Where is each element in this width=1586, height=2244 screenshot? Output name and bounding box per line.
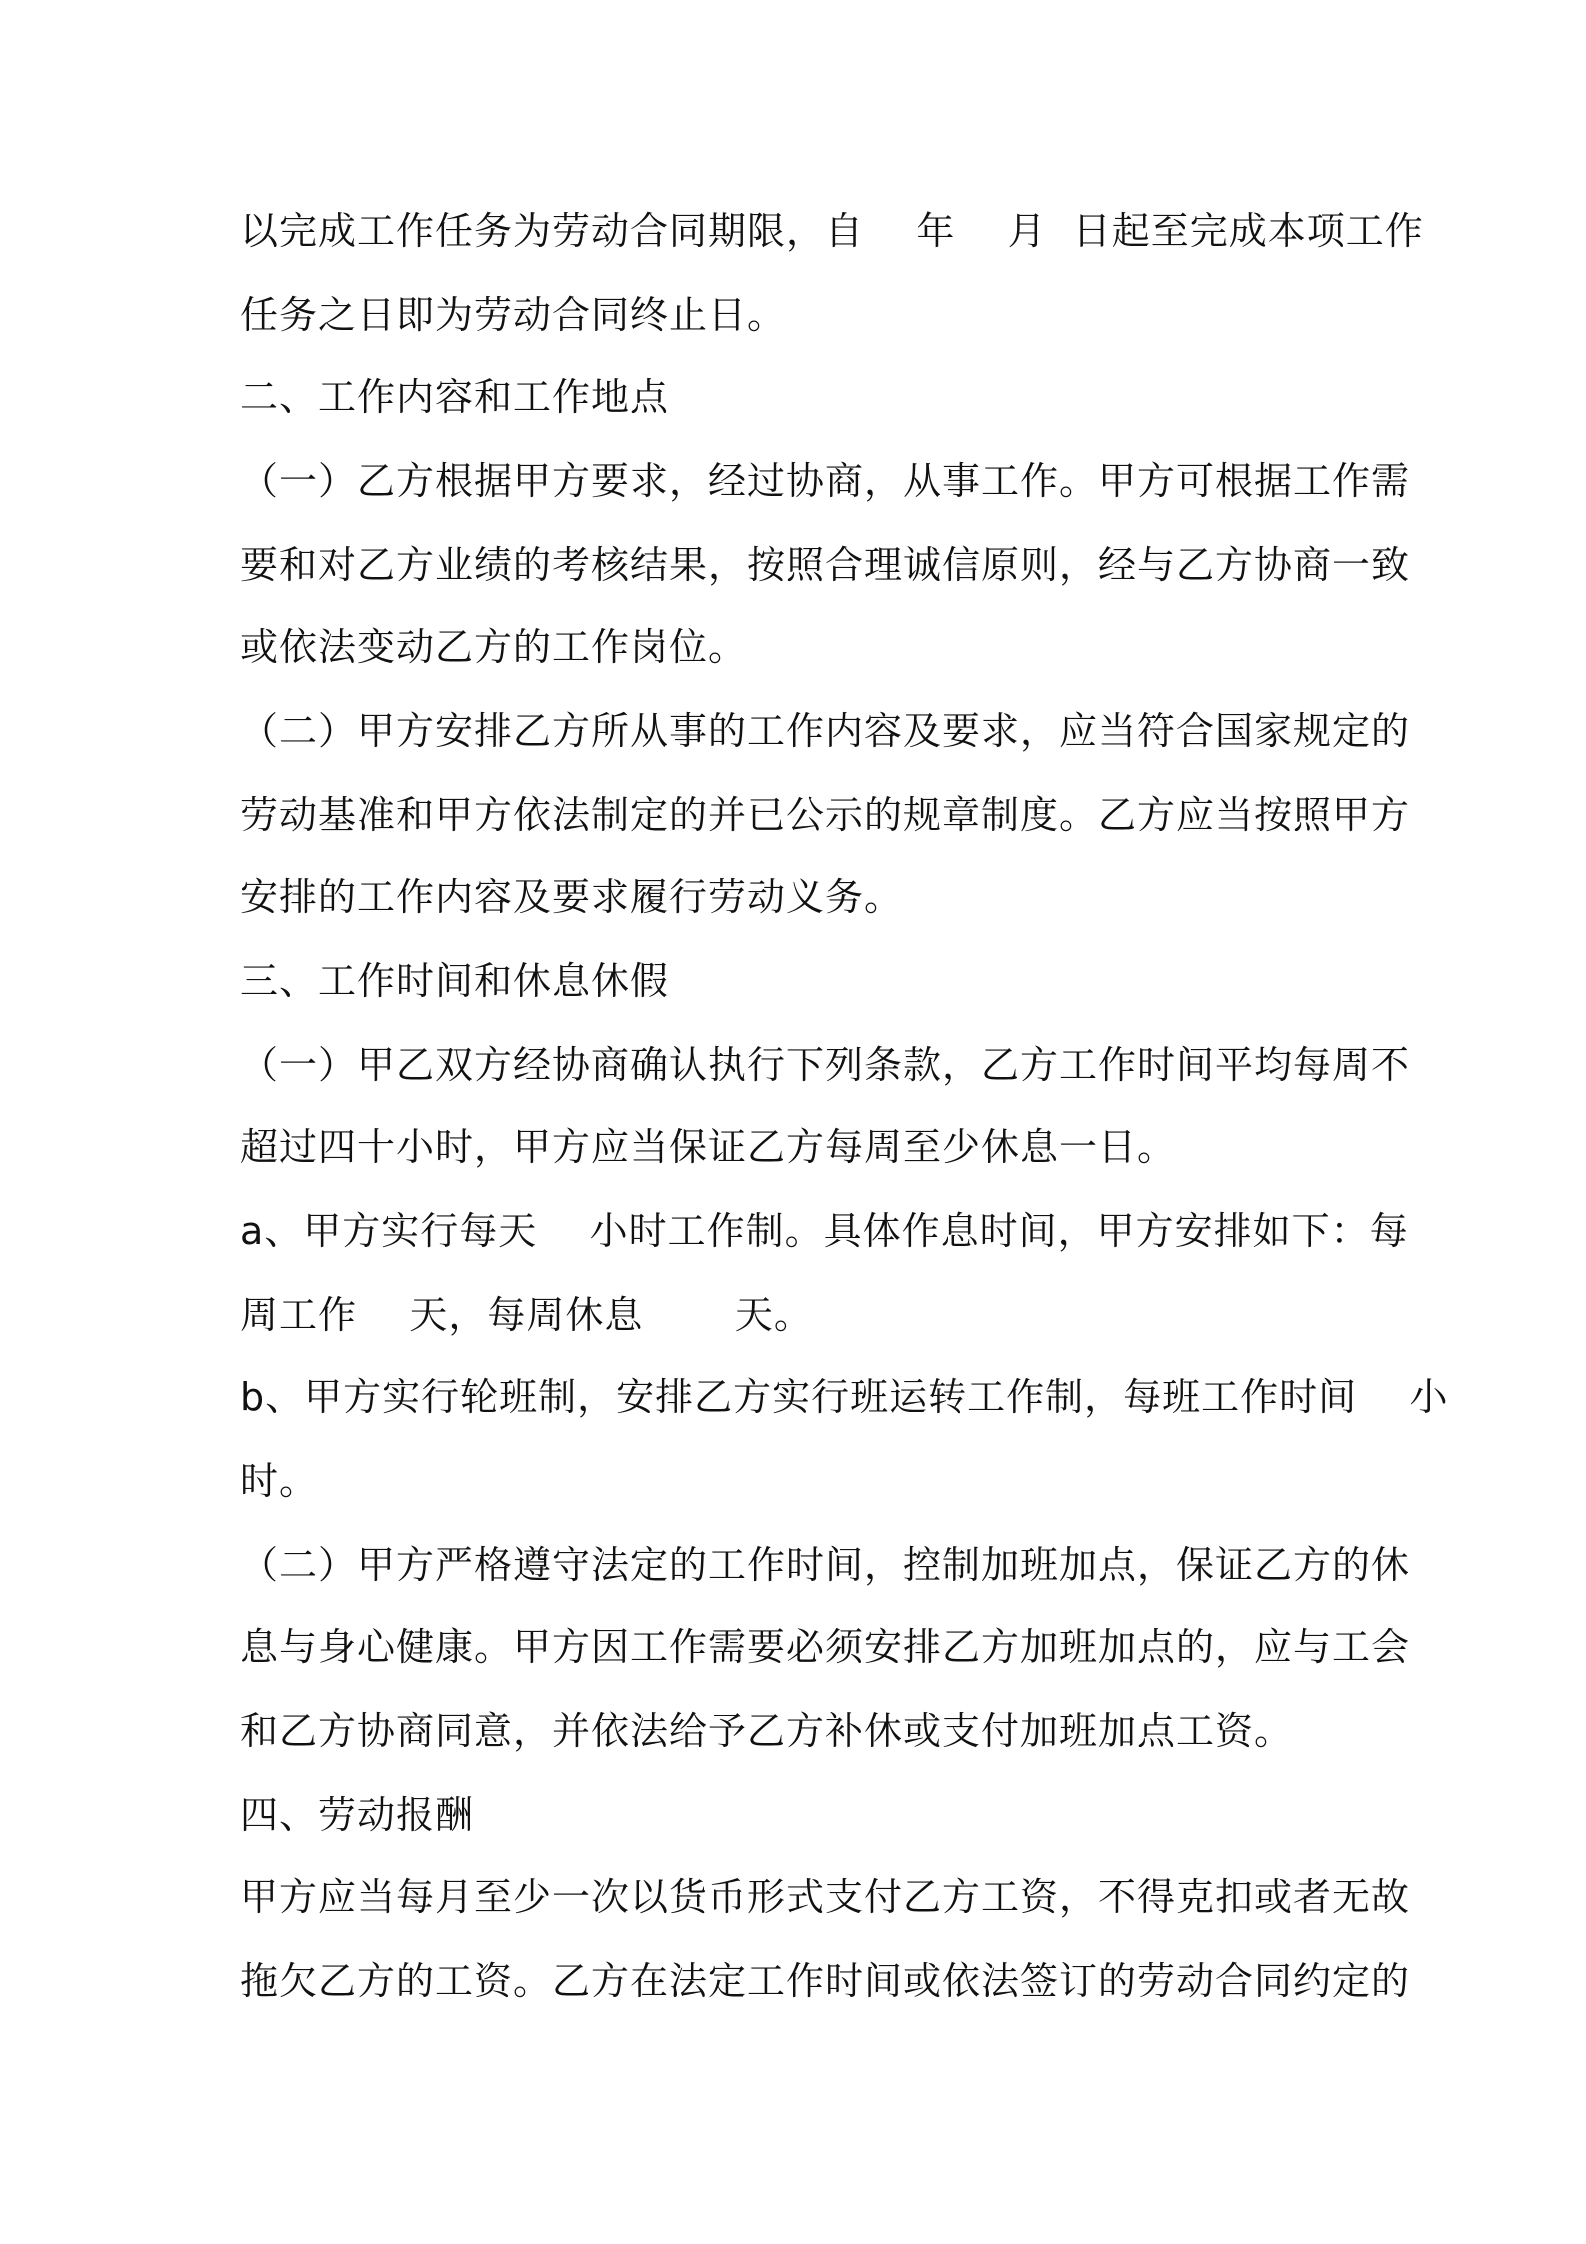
text-line: 甲方应当每月至少一次以货币形式支付乙方工资，不得克扣或者无故 xyxy=(240,1875,1411,1919)
text-line: （二）甲方安排乙方所从事的工作内容及要求，应当符合国家规定的 xyxy=(240,709,1411,753)
text-line: 任务之日即为劳动合同终止日。 xyxy=(240,293,787,337)
text-line: 周工作 天，每周休息 天。 xyxy=(240,1293,813,1337)
text-line: 或依法变动乙方的工作岗位。 xyxy=(240,625,748,669)
section-heading: 三、工作时间和休息休假 xyxy=(240,959,670,1003)
text-line: 劳动基准和甲方依法制定的并已公示的规章制度。乙方应当按照甲方 xyxy=(240,793,1411,837)
text-line: （二）甲方严格遵守法定的工作时间，控制加班加点，保证乙方的休 xyxy=(240,1543,1411,1587)
text-line: 拖欠乙方的工资。乙方在法定工作时间或依法签订的劳动合同约定的 xyxy=(240,1959,1411,2003)
section-heading: 二、工作内容和工作地点 xyxy=(240,375,670,419)
text-line: 息与身心健康。甲方因工作需要必须安排乙方加班加点的，应与工会 xyxy=(240,1625,1411,1669)
text-line: 时。 xyxy=(240,1459,319,1503)
text-line: （一）乙方根据甲方要求，经过协商，从事工作。甲方可根据工作需 xyxy=(240,459,1411,503)
text-line: （一）甲乙双方经协商确认执行下列条款，乙方工作时间平均每周不 xyxy=(240,1043,1411,1087)
text-line: b、甲方实行轮班制，安排乙方实行班运转工作制，每班工作时间 小 xyxy=(240,1375,1449,1419)
text-line: 安排的工作内容及要求履行劳动义务。 xyxy=(240,875,904,919)
text-line: 超过四十小时，甲方应当保证乙方每周至少休息一日。 xyxy=(240,1125,1177,1169)
text-line: 要和对乙方业绩的考核结果，按照合理诚信原则，经与乙方协商一致 xyxy=(240,543,1411,587)
text-line: 和乙方协商同意，并依法给予乙方补休或支付加班加点工资。 xyxy=(240,1709,1294,1753)
section-heading: 四、劳动报酬 xyxy=(240,1793,475,1837)
text-line: 以完成工作任务为劳动合同期限，自 年 月 日起至完成本项工作 xyxy=(240,209,1424,253)
text-line: a、甲方实行每天 小时工作制。具体作息时间，甲方安排如下：每 xyxy=(240,1209,1409,1253)
